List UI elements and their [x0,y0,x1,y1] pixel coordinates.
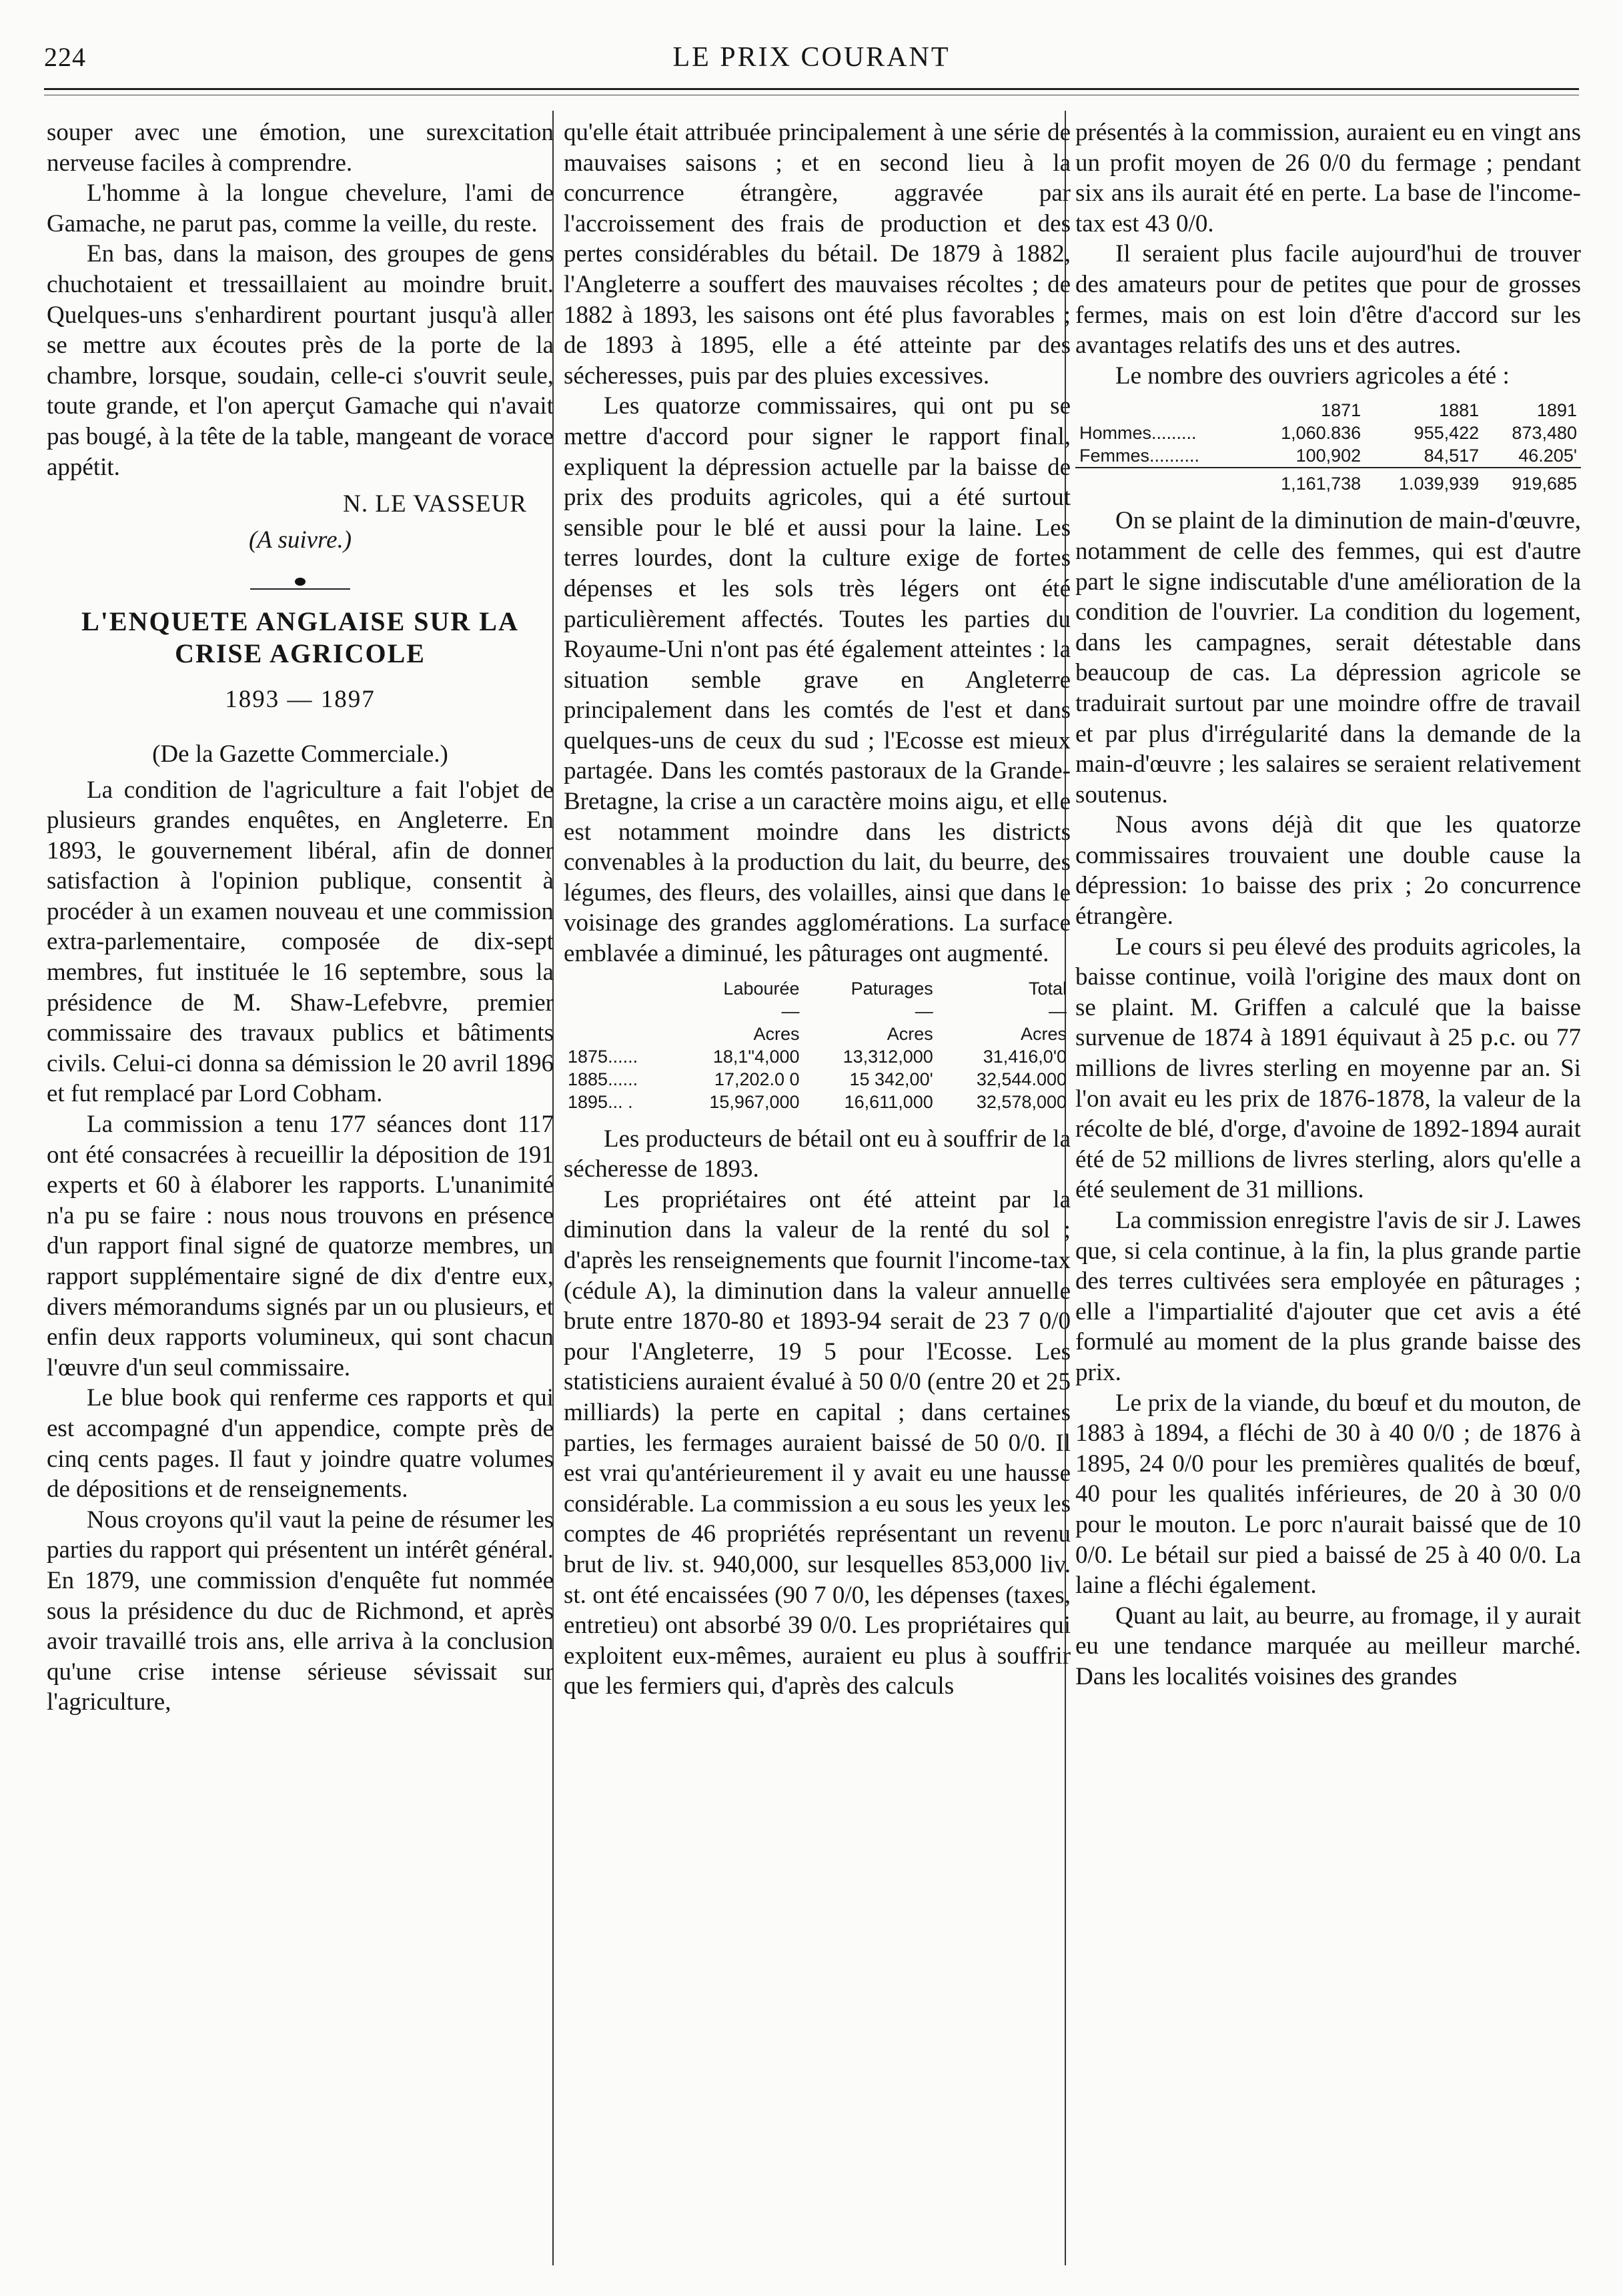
table-cell: 919,685 [1483,468,1581,495]
table-header [1075,399,1247,422]
paragraph: On se plaint de la diminution de main-d'œuvre, notamment de celle des femmes, qui est d'autre part le signe indiscutable d'une amélioration de la condition de l'ouvrier. La condition du logement, dans les campagnes, serait détestable dans beaucoup de cas. La dépression agricole se traduirait surtout par une moindre offre de travail et par plus d'irrégularité dans la demande de la main-d'œuvre ; les salaires se seraient relativement soutenus. [1075,507,1581,808]
table-dash: — [915,1001,933,1021]
agricultural-workers-table [1075,399,1581,495]
table-row [564,1045,1071,1068]
table-header: Total [1028,978,1067,999]
paragraph: En bas, dans la maison, des groupes de gens chuchotaient et tressaillaient au moindre bruit. Quelques-uns s'enhardirent pourtant jusqu'à aller se mettre aux écoutes près de la porte de la chambre, lorsque, soudain, celle-ci s'ouvrit seule, toute grande, et l'on aperçut Gamache qui n'avait pas bougé, à la tête de la table, mangeant de vorace appétit. [47,240,554,481]
paragraph: souper avec une émotion, une surexcitation nerveuse faciles à comprendre. [47,119,554,177]
table-unit: Acres [1020,1023,1067,1044]
table-cell: 13,312,000 [843,1046,933,1067]
table-cell: 46.205' [1518,446,1577,466]
paragraph: Nous avons déjà dit que les quatorze commissaires trouvaient une double cause la dépression: 1o baisse des prix ; 2o concurrence étrangère. [1075,811,1581,931]
table-cell: 1895... . [568,1091,633,1112]
column-3 [1075,117,1581,1692]
table-cell: 31,416,0'0 [983,1046,1067,1067]
paragraph: Le nombre des ouvriers agricoles a été : [1115,362,1510,390]
table-header: 1891 [1536,400,1577,421]
table-cell: 1,161,738 [1247,468,1365,495]
table-header-row [1075,399,1581,422]
table-unit-row [564,1023,1071,1045]
column-1 [47,117,554,1718]
table-dash: — [1049,1001,1067,1021]
table-row [1075,444,1581,468]
paragraph: Le blue book qui renferme ces rapports et qui est accompagné d'un appendice, compte près de cinq cents pages. Il faut y joindre quatre volumes de dépositions et de renseignements. [47,1384,554,1504]
land-use-table [564,977,1071,1113]
table-header: 1881 [1439,400,1480,421]
table-cell: 100,902 [1295,446,1362,466]
author-signature: N. LE VASSEUR [343,490,527,518]
table-cell: 32,578,000 [976,1091,1067,1112]
separator-ornament [47,567,554,598]
table-cell: 18,1"4,000 [712,1046,800,1067]
table-total-row [1075,468,1581,495]
paragraph: L'homme à la longue chevelure, l'ami de Gamache, ne parut pas, comme la veille, du reste. [47,179,554,237]
article-source: (De la Gazette Commerciale.) [152,740,448,768]
paragraph: Les quatorze commissaires, qui ont pu se mettre d'accord pour signer le rapport final, expliquent la dépression actuelle par la baisse de prix des produits agricoles, qui a été surtout sensible pour le blé et aussi pour la laine. Les terres lourdes, dont la culture exige de fortes dépenses et les sols très légers ont été particulièrement affectés. Toutes les parties du Royaume-Uni n'ont pas été également atteintes : la situation semble grave en Angleterre principalement dans les comtés de l'est et dans quelques-uns de ceux du sud ; l'Ecosse est mieux partagée. Dans les comtés pastoraux de la Grande-Bretagne, la crise a un caractère moins aigu, et elle est notamment moindre dans les districts convenables à la production du lait, du beurre, des légumes, des fleurs, des volailles, ainsi que dans le voisinage des grandes agglomérations. La surface emblavée a diminué, les pâturages ont augmenté. [564,392,1071,968]
table-cell: 15,967,000 [709,1091,800,1112]
paragraph: Les propriétaires ont été atteint par la diminution dans la valeur de la renté du sol ; d'après les renseignements que fournit l'income-tax (cédule A), la diminution dans la valeur annuelle brute entre 1870-80 et 1893-94 serait de 23 7 0/0 pour l'Angleterre, 19 5 pour l'Ecosse. Les statisticiens auraient évalué à 50 0/0 (entre 20 et 25 milliards) la perte en capital ; dans certaines parties, les fermages auraient baissé de 50 0/0. Il est vrai qu'antérieurement il y avait eu une hausse considérable. La commission a eu sous les yeux les comptes de 46 propriétés représentant un revenu brut de liv. st. 940,000, sur lesquelles 853,000 liv. st. ont été encaissées (90 7 0/0, les dépenses (taxes, entretieu) ont absorbé 39 0/0. Les propriétaires qui exploitent eux-mêmes, auraient eu plus à souffrir que les fermiers qui, d'après des calculs [564,1185,1071,1700]
article-dates: 1893 — 1897 [225,686,376,714]
table-unit: Acres [887,1023,933,1044]
paragraph: Nous croyons qu'il vaut la peine de résumer les parties du rapport qui présentent un intérêt général. En 1879, une commission d'enquête fut nommée sous la présidence du duc de Richmond, et après avoir travaillé trois ans, elle arriva à la conclusion qu'une crise intense sérieuse sévissait sur l'agriculture, [47,1506,554,1716]
table-unit: Acres [753,1023,800,1044]
article-title: L'ENQUETE ANGLAISE SUR LA CRISE AGRICOLE [81,606,519,669]
table-cell: 955,422 [1414,423,1480,444]
header-rule [44,88,1579,90]
page-number: 224 [44,42,86,72]
table-row [1075,422,1581,444]
table-cell: 873,480 [1512,423,1577,444]
table-header: 1871 [1321,400,1362,421]
paragraph: Il seraient plus facile aujourd'hui de trouver des amateurs pour de petites que pour de grosses fermes, mais on est loin d'être d'accord sur les avantages relatifs des uns et des autres. [1075,240,1581,360]
table-cell: 84,517 [1424,446,1480,466]
table-cell: 1,060.836 [1281,423,1362,444]
to-be-continued: (A suivre.) [248,526,352,554]
table-header: Paturages [851,978,933,999]
paragraph: Le prix de la viande, du bœuf et du mouton, de 1883 à 1894, a fléchi de 30 à 40 0/0 ; de 1876 à 1895, 24 0/0 pour les premières qualités de bœuf, 40 pour les qualités inférieures, de 20 à 30 0/0 pour le mouton. Le porc n'aurait baissé que de 10 0/0. Le bétail sur pied a baissé de 25 à 40 0/0. La laine a fléchi également. [1075,1389,1581,1600]
table-cell [1075,468,1247,495]
table-header-row [564,977,1071,1000]
table-dash [564,1000,670,1023]
paragraph: qu'elle était attribuée principalement à une série de mauvaises saisons ; et en second lieu à la concurrence étrangère, aggravée par l'accroissement des frais de production et des pertes considérables du bétail. De 1879 à 1882, l'Angleterre a souffert des mauvaises récoltes ; de 1882 à 1893, les saisons ont été plus favorables ; de 1893 à 1895, elle a été atteinte par des sécheresses, puis par des pluies excessives. [564,119,1071,390]
paragraph: La commission enregistre l'avis de sir J. Lawes que, si cela continue, à la fin, la plus grande partie des terres cultivées sera employée en pâturages ; elle a l'impartialité d'ajouter que cet avis a été formulé au moment de la plus grande baisse des prix. [1075,1207,1581,1386]
table-header [564,977,670,1000]
table-cell: Femmes.......... [1079,446,1200,466]
table-unit [564,1023,670,1045]
journal-title: LE PRIX COURANT [672,42,951,73]
paragraph: présentés à la commission, auraient eu en vingt ans un profit moyen de 26 0/0 du fermage ; pendant six ans ils aurait été en perte. La base de l'income-tax est 43 0/0. [1075,119,1581,237]
table-dash: — [781,1001,800,1021]
paragraph: Le cours si peu élevé des produits agricoles, la baisse continue, voilà l'origine des maux dont on se plaint. M. Griffen a calculé que la baisse survenue de 1874 à 1891 équivaut à 25 p.c. ou 77 millions de livres sterling en moyenne par an. Si l'on avait eu les prix de 1876-1878, la valeur de la récolte de blé, d'orge, d'avoine de 1892-1894 aurait été de 52 millions de livres sterling, alors qu'elle a été seulement de 31 millions. [1075,933,1581,1204]
table-row [564,1068,1071,1091]
table-cell: 1885...... [568,1069,638,1089]
table-cell: 16,611,000 [844,1091,933,1112]
table-cell: 1.039,939 [1365,468,1483,495]
table-cell: 1875...... [568,1046,638,1067]
paragraph: Quant au lait, au beurre, au fromage, il y aurait eu une tendance marquée au meilleur marché. Dans les localités voisines des grandes [1075,1602,1581,1690]
paragraph: La condition de l'agriculture a fait l'objet de plusieurs grandes enquêtes, en Angleterre. En 1893, le gouvernement libéral, afin de donner satisfaction à l'opinion publique, consentit à procéder à un examen nouveau et une commission extra-parlementaire, composée de dix-sept membres, fut instituée le 16 septembre, sous la présidence de M. Shaw-Lefebvre, premier commissaire des travaux publics et bâtiments civils. Celui-ci donna sa démission le 20 avril 1896 et fut remplacé par Lord Cobham. [47,776,554,1108]
table-row [564,1091,1071,1113]
column-2 [564,117,1071,1702]
table-cell: 17,202.0 0 [714,1069,800,1089]
table-cell: 32,544.000 [976,1069,1067,1089]
table-header: Labourée [723,978,800,999]
table-dash-row [564,1000,1071,1023]
paragraph: Les producteurs de bétail ont eu à souffrir de la sécheresse de 1893. [564,1125,1071,1183]
table-cell: 15 342,00' [849,1069,933,1089]
paragraph: La commission a tenu 177 séances dont 117 ont été consacrées à recueillir la déposition de 191 experts et 60 à élaborer les rapports. L'unanimité n'a pu se faire : nous nous trouvons en présence d'un rapport final signé de quatorze membres, un rapport supplémentaire signé de dix d'entre eux, divers mémorandums signés par un ou plusieurs, et enfin deux rapports volumineux, qui sont chacun l'œuvre d'un seul commissaire. [47,1111,554,1381]
table-cell: Hommes......... [1079,423,1197,444]
